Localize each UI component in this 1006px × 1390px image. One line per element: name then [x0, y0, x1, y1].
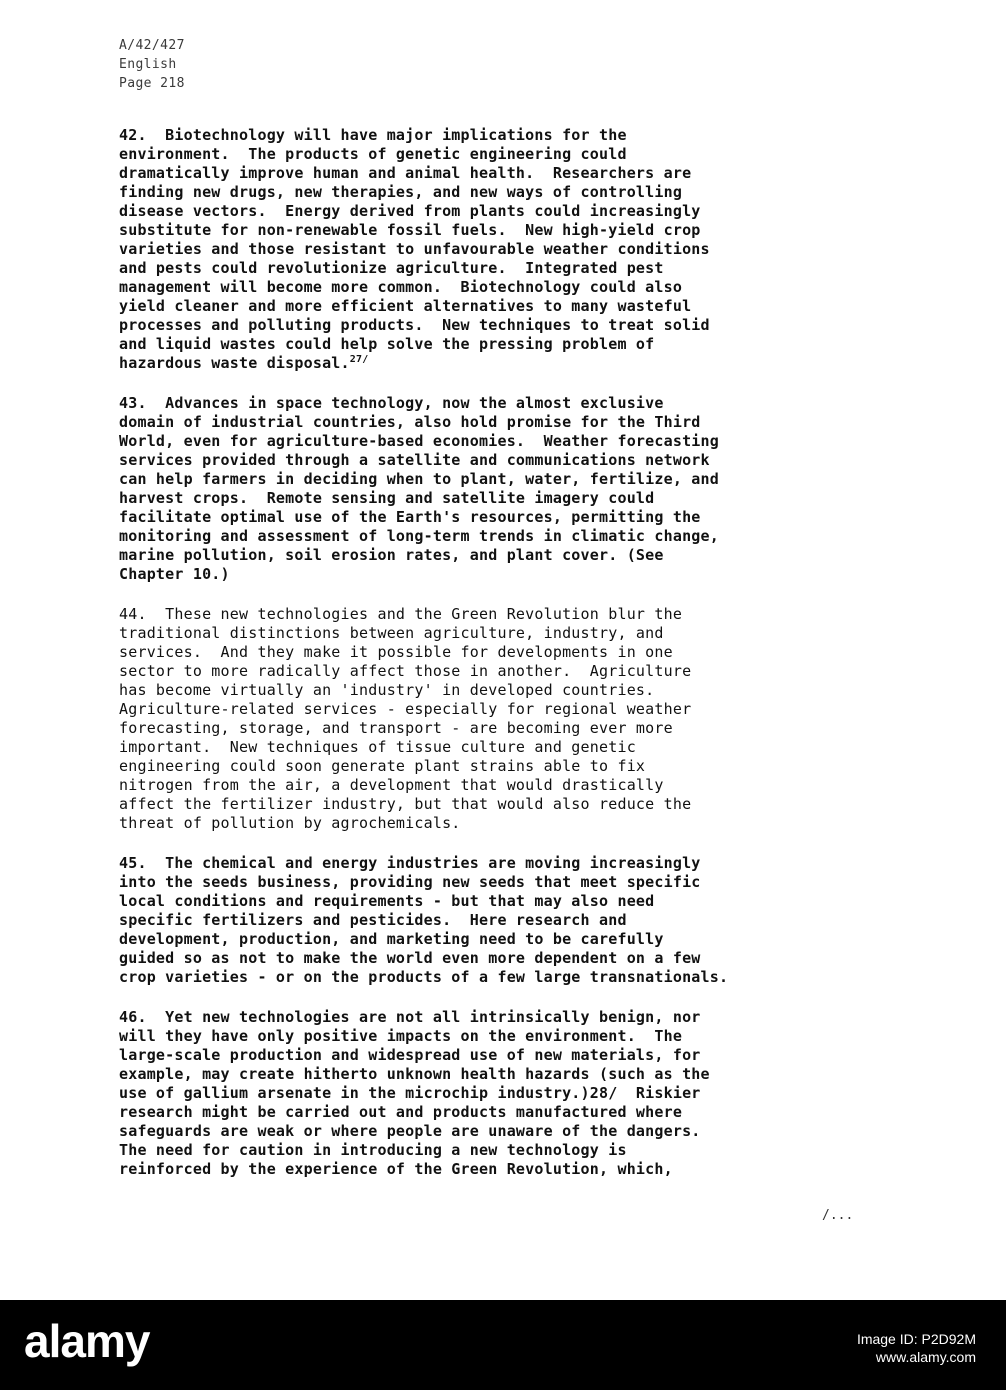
image-id-text: Image ID: P2D92M	[856, 1331, 976, 1347]
paragraph	[119, 854, 879, 987]
text-line: domain of industrial countries, also hold promise for the Third	[119, 413, 701, 431]
text-line: traditional distinctions between agriculture, industry, and	[119, 624, 664, 642]
text-line: engineering could soon generate plant strains able to fix	[119, 757, 646, 775]
text-line: World, even for agriculture-based economies. Weather forecasting	[119, 432, 719, 450]
text-line: can help farmers in deciding when to plant, water, fertilize, and	[119, 470, 719, 488]
text-line: sector to more radically affect those in another. Agriculture	[119, 662, 692, 680]
text-line: disease vectors. Energy derived from plants could increasingly	[119, 202, 701, 220]
text-line: and liquid wastes could help solve the pressing problem of	[119, 335, 655, 353]
paragraph	[119, 126, 879, 373]
text-line: forecasting, storage, and transport - are becoming ever more	[119, 719, 673, 737]
text-line: development, production, and marketing need to be carefully	[119, 930, 664, 948]
text-line: crop varieties - or on the products of a few large transnationals.	[119, 968, 729, 986]
footnote-ref: 27/	[349, 354, 369, 365]
text-line: guided so as not to make the world even more dependent on a few	[119, 949, 701, 967]
text-line: and pests could revolutionize agriculture. Integrated pest	[119, 259, 664, 277]
text-line: services. And they make it possible for developments in one	[119, 643, 673, 661]
text-line: local conditions and requirements - but that may also need	[119, 892, 655, 910]
text-line: environment. The products of genetic engineering could	[119, 145, 627, 163]
paragraph	[119, 1008, 879, 1179]
text-line: processes and polluting products. New techniques to treat solid	[119, 316, 710, 334]
text-line: threat of pollution by agrochemicals.	[119, 814, 461, 832]
text-line: services provided through a satellite and communications network	[119, 451, 710, 469]
text-line: important. New techniques of tissue culture and genetic	[119, 738, 636, 756]
text-line: affect the fertilizer industry, but that would also reduce the	[119, 795, 692, 813]
text-line: finding new drugs, new therapies, and new ways of controlling	[119, 183, 683, 201]
page-number: Page 218	[119, 76, 185, 91]
paragraph	[119, 605, 879, 833]
alamy-logo: alamy	[24, 1315, 150, 1367]
text-line: 44. These new technologies and the Green Revolution blur the	[119, 605, 683, 623]
text-line: 45. The chemical and energy industries are moving increasingly	[119, 854, 701, 872]
text-line: Agriculture-related services - especially for regional weather	[119, 700, 692, 718]
stock-image-id	[857, 1330, 976, 1366]
text-line: nitrogen from the air, a development that would drastically	[119, 776, 664, 794]
text-line: research might be carried out and products manufactured where	[119, 1103, 683, 1121]
document-language: English	[119, 57, 177, 72]
text-line: 46. Yet new technologies are not all intrinsically benign, nor	[119, 1008, 701, 1026]
text-line: safeguards are weak or where people are unaware of the dangers.	[119, 1122, 701, 1140]
text-line: use of gallium arsenate in the microchip industry.)28/ Riskier	[119, 1084, 701, 1102]
text-line: facilitate optimal use of the Earth's resources, permitting the	[119, 508, 701, 526]
text-line: specific fertilizers and pesticides. Here research and	[119, 911, 627, 929]
text-line: monitoring and assessment of long-term trends in climatic change,	[119, 527, 719, 545]
text-line: reinforced by the experience of the Green Revolution, which,	[119, 1160, 673, 1178]
text-line: will they have only positive impacts on the environment. The	[119, 1027, 683, 1045]
text-line: into the seeds business, providing new seeds that meet specific	[119, 873, 701, 891]
text-line: yield cleaner and more efficient alternatives to many wasteful	[119, 297, 692, 315]
text-line: harvest crops. Remote sensing and satellite imagery could	[119, 489, 655, 507]
text-line: marine pollution, soil erosion rates, and plant cover. (See	[119, 546, 664, 564]
site-url: www.alamy.com	[875, 1349, 976, 1365]
document-header	[119, 36, 185, 93]
text-line: dramatically improve human and animal health. Researchers are	[119, 164, 692, 182]
document-body	[119, 126, 879, 1200]
text-line: The need for caution in introducing a new technology is	[119, 1141, 627, 1159]
document-symbol: A/42/427	[119, 38, 185, 53]
text-line: management will become more common. Biotechnology could also	[119, 278, 683, 296]
text-line: varieties and those resistant to unfavourable weather conditions	[119, 240, 710, 258]
text-line: has become virtually an 'industry' in developed countries.	[119, 681, 655, 699]
watermark-bar	[0, 1300, 1006, 1390]
text-line: substitute for non-renewable fossil fuels. New high-yield crop	[119, 221, 701, 239]
paragraph	[119, 394, 879, 584]
text-line: example, may create hitherto unknown health hazards (such as the	[119, 1065, 710, 1083]
text-line: Chapter 10.)	[119, 565, 230, 583]
continuation-marker: /...	[822, 1208, 854, 1223]
text-line: 43. Advances in space technology, now the almost exclusive	[119, 394, 664, 412]
text-line: 42. Biotechnology will have major implications for the	[119, 126, 627, 144]
text-line: hazardous waste disposal.$^{27/}$	[119, 354, 369, 372]
text-line: large-scale production and widespread use of new materials, for	[119, 1046, 701, 1064]
